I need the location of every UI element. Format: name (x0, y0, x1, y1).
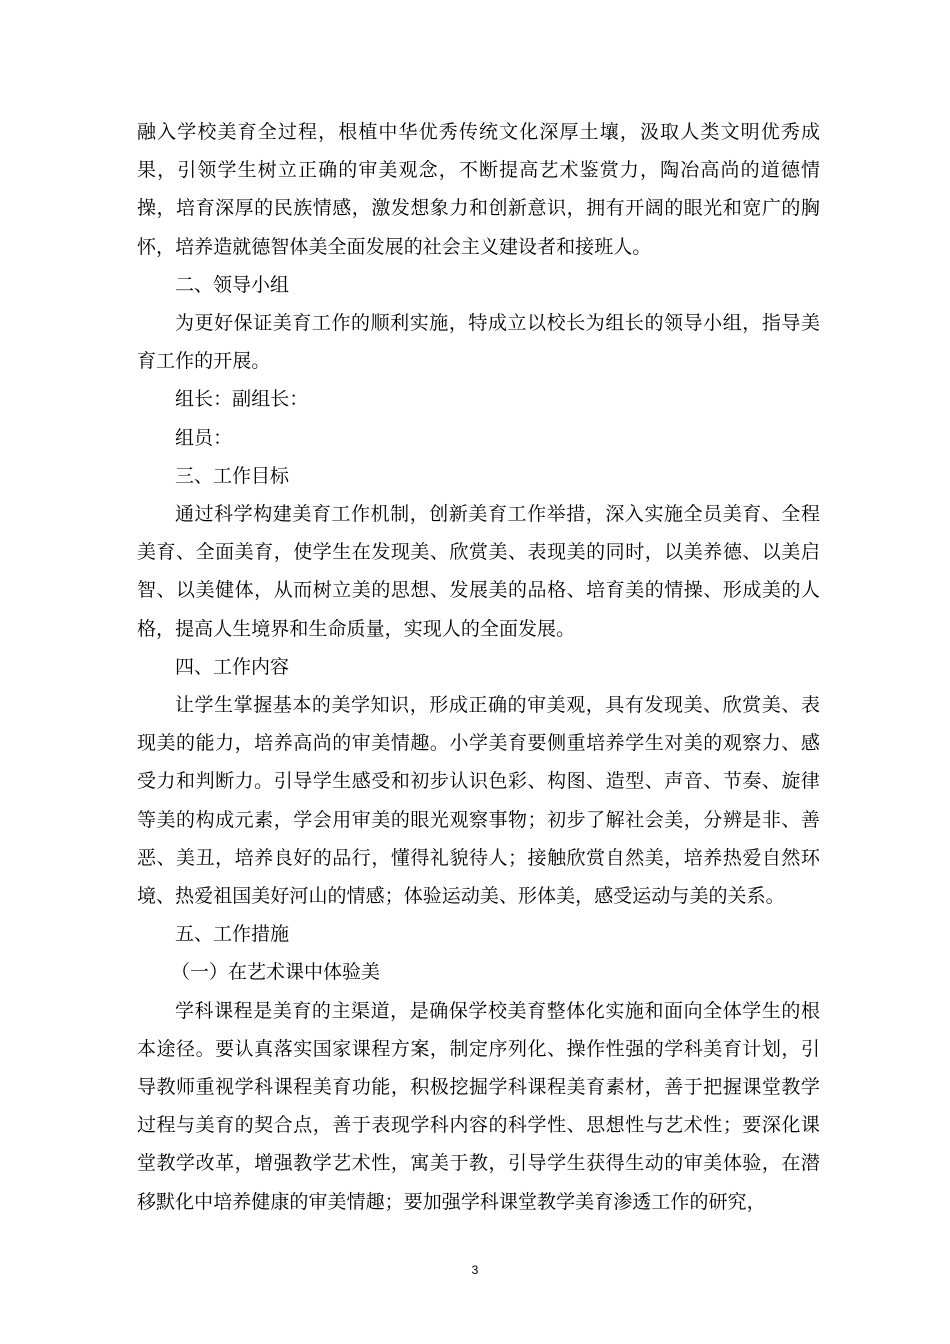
section-heading-work-content: 四、工作内容 (175, 655, 290, 678)
subsection-heading-art-class: （一）在艺术课中体验美 (171, 961, 381, 984)
paragraph-intro-continuation: 融入学校美育全过程，根植中华优秀传统文化深厚土壤，汲取人类文明优秀成果，引领学生树立正确的审美观念，不断提高艺术鉴赏力，陶冶高尚的道德情操，培育深厚的民族情感，激发想象力和创新意识，拥有开阔的眼光和宽广的胸怀，培养造就德智体美全面发展的社会主义建设者和接班人。 (137, 121, 820, 258)
page-number: 3 (471, 1263, 479, 1277)
paragraph-leadership-group: 为更好保证美育工作的顺利实施，特成立以校长为组长的领导小组，指导美育工作的开展。 (137, 312, 820, 373)
document-body (137, 113, 820, 1221)
section-heading-work-measures: 五、工作措施 (175, 923, 290, 946)
paragraph-work-content: 让学生掌握基本的美学知识，形成正确的审美观，具有发现美、欣赏美、表现美的能力，培养高尚的审美情趣。小学美育要侧重培养学生对美的观察力、感受力和判断力。引导学生感受和初步认识色彩、构图、造型、声音、节奏、旋律等美的构成元素，学会用审美的眼光观察事物；初步了解社会美，分辨是非、善恶、美丑，培养良好的品行，懂得礼貌待人；接触欣赏自然美，培养热爱自然环境、热爱祖国美好河山的情感；体验运动美、形体美，感受运动与美的关系。 (137, 694, 820, 908)
section-heading-leadership-group: 二、领导小组 (175, 273, 290, 296)
section-heading-work-goals: 三、工作目标 (175, 464, 290, 487)
paragraph-leader-roles: 组长：副组长： (175, 388, 309, 411)
paragraph-art-class: 学科课程是美育的主渠道，是确保学校美育整体化实施和面向全体学生的根本途径。要认真落实国家课程方案，制定序列化、操作性强的学科美育计划，引导教师重视学科课程美育功能，积极挖掘学科课程美育素材，善于把握课堂教学过程与美育的契合点，善于表现学科内容的科学性、思想性与艺术性；要深化课堂教学改革，增强教学艺术性，寓美于教，引导学生获得生动的审美体验，在潜移默化中培养健康的审美情趣；要加强学科课堂教学美育渗透工作的研究， (137, 999, 820, 1213)
paragraph-members: 组员： (175, 426, 233, 449)
paragraph-work-goals: 通过科学构建美育工作机制，创新美育工作举措，深入实施全员美育、全程美育、全面美育，使学生在发现美、欣赏美、表现美的同时，以美养德、以美启智、以美健体，从而树立美的思想、发展美的品格、培育美的情操、形成美的人格，提高人生境界和生命质量，实现人的全面发展。 (137, 503, 820, 640)
